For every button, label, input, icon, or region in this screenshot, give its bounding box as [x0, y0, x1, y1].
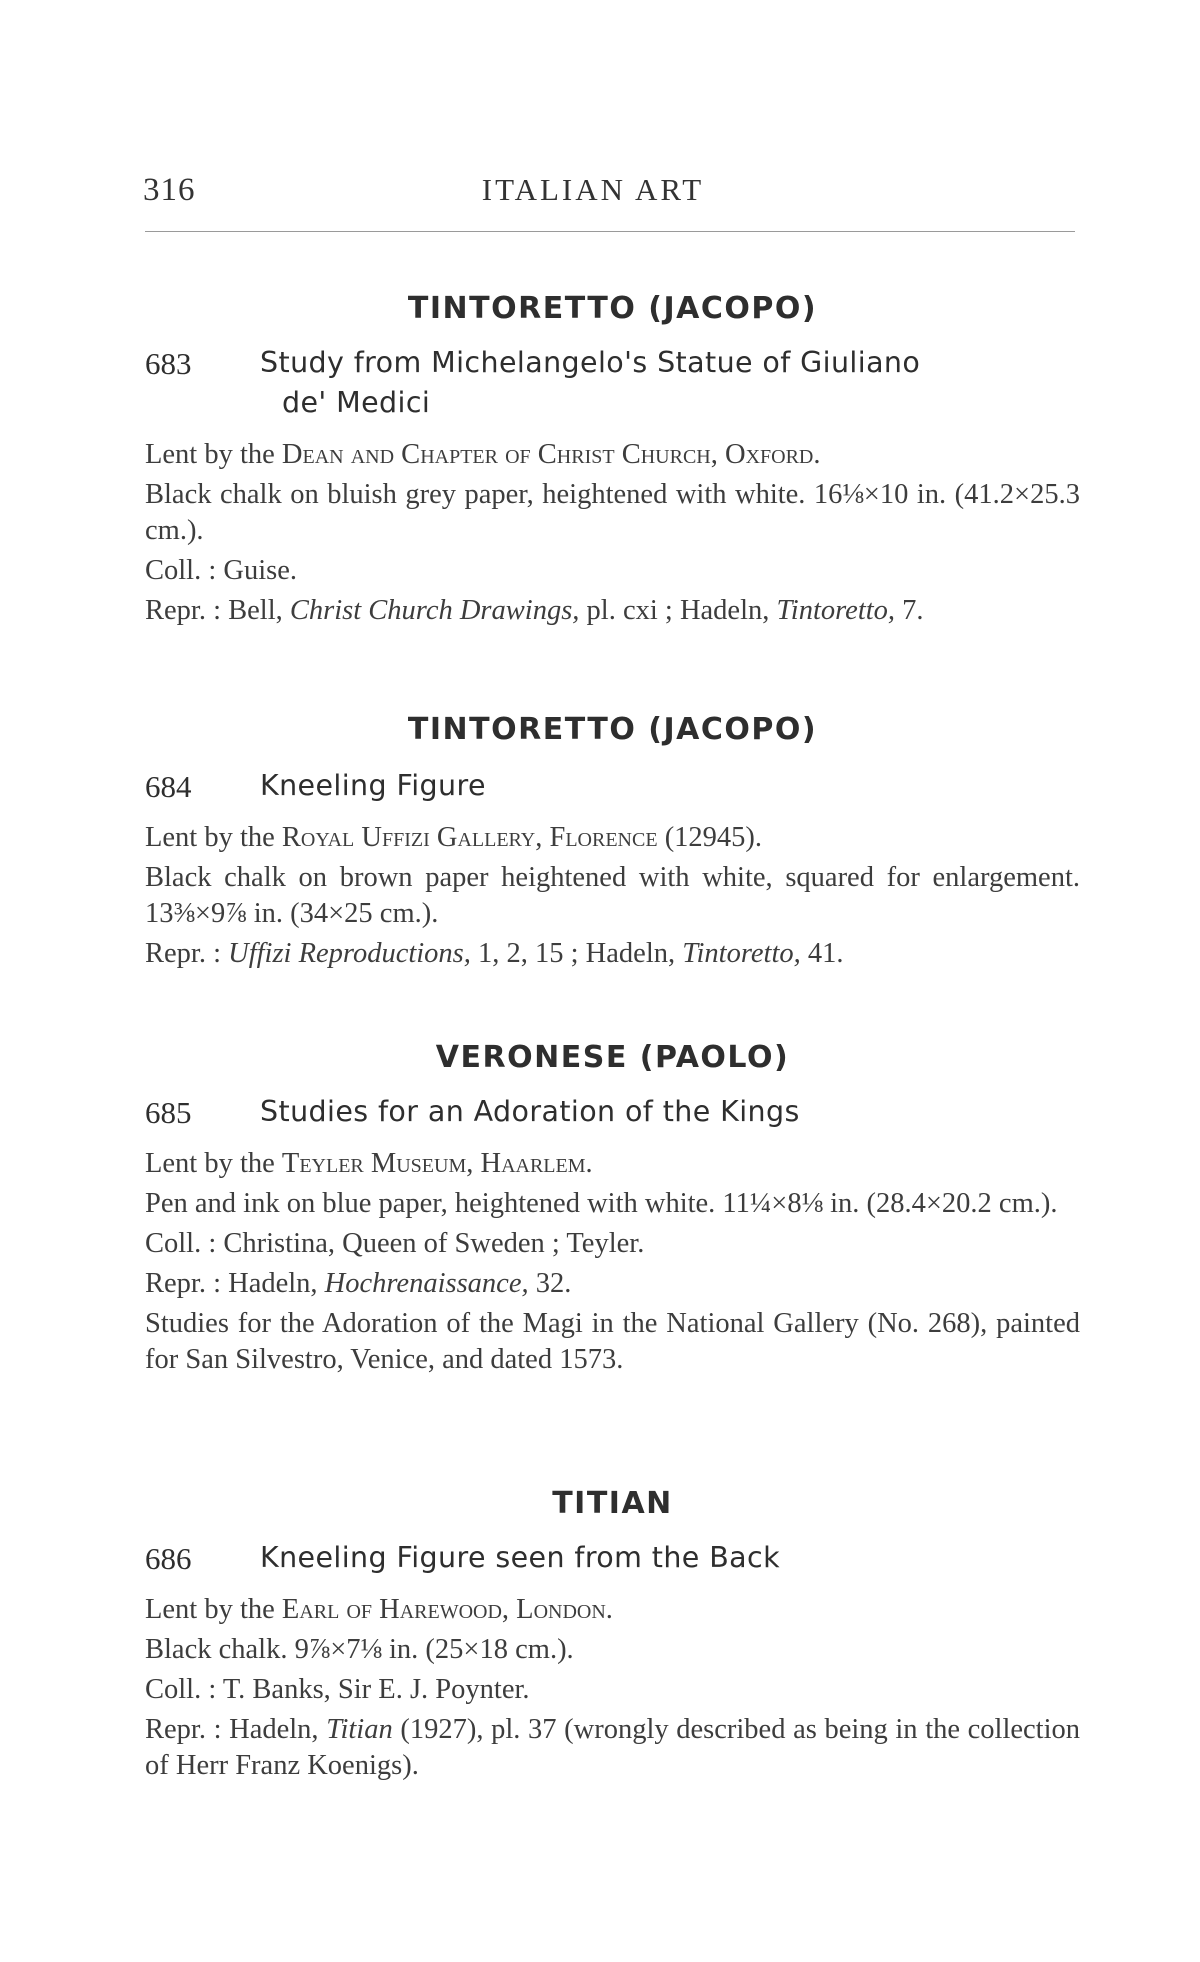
lender-name: Royal Uffizi Gallery, Florence [281, 822, 658, 853]
artist-heading: TINTORETTO (JACOPO) [407, 291, 818, 326]
work-title [260, 343, 920, 423]
repr-end: (1927), pl. 37 (wrongly described as being in the collection of Herr Franz Koenigs). [145, 1714, 1081, 1781]
work-title: Studies for an Adoration of the Kings [260, 1095, 800, 1128]
lent-prefix: Lent by the [145, 822, 282, 853]
repr-end: 32. [528, 1268, 572, 1299]
running-head [143, 168, 1073, 214]
reproduction-line [145, 1266, 1080, 1302]
work-title-line-1: Study from Michelangelo's Statue of Giuliano [260, 346, 921, 379]
artist-heading: TINTORETTO (JACOPO) [407, 712, 818, 747]
repr-title: Titian [326, 1714, 393, 1745]
repr-mid: 1, 2, 15 ; Hadeln, [470, 938, 683, 969]
repr-prefix: Repr. : [145, 938, 229, 969]
page-number: 316 [143, 172, 196, 208]
reproduction-line [145, 593, 1080, 629]
artist-heading: TITIAN [552, 1486, 673, 1521]
entry-title-line [145, 1092, 1080, 1132]
medium-line: Pen and ink on blue paper, heightened with white. 11¼×8⅛ in. (28.4×20.2 cm.). [145, 1188, 1058, 1219]
lender-line [145, 820, 1080, 856]
entry-title-line [145, 1538, 1080, 1578]
catalogue-entry-683 [145, 287, 1080, 629]
lender-name: Earl of Harewood, London. [281, 1594, 613, 1625]
lender-name: Dean and Chapter of Christ Church, Oxford. [281, 439, 821, 470]
repr-title: Uffizi Reproductions, [228, 938, 471, 969]
work-title-line-2: de' Medici [282, 386, 431, 419]
lender-line [145, 1146, 1080, 1182]
collection-line: Coll. : T. Banks, Sir E. J. Poynter. [145, 1674, 530, 1705]
work-title: Kneeling Figure [260, 769, 486, 802]
repr-prefix: Repr. : Bell, [145, 595, 290, 626]
repr-prefix: Repr. : Hadeln, [145, 1268, 325, 1299]
catalogue-entry-686 [145, 1482, 1080, 1784]
catalogue-entry-684 [145, 708, 1080, 972]
running-title: ITALIAN ART [481, 172, 705, 207]
reproduction-line [145, 1712, 1080, 1784]
catalogue-number: 683 [145, 346, 192, 381]
lender-name: Teyler Museum, Haarlem. [281, 1148, 593, 1179]
catalogue-number: 685 [145, 1095, 192, 1130]
collection-line: Coll. : Guise. [145, 555, 298, 586]
lender-line [145, 1592, 1080, 1628]
medium-line: Black chalk on bluish grey paper, heightened with white. 16⅛×10 in. (41.2×25.3 cm.). [145, 479, 1080, 546]
entry-title-line [145, 343, 1080, 423]
entry-note: Studies for the Adoration of the Magi in the National Gallery (No. 268), painted for San Silvestro, Venice, and dated 1573. [145, 1308, 1080, 1375]
artist-heading: VERONESE (PAOLO) [435, 1040, 790, 1075]
repr-end: 7. [895, 595, 924, 626]
catalogue-number: 684 [145, 769, 192, 804]
catalogue-entry-685 [145, 1036, 1080, 1378]
header-rule [145, 231, 1075, 232]
lender-suffix: (12945). [657, 822, 763, 853]
repr-end: 41. [800, 938, 844, 969]
lent-prefix: Lent by the [145, 1594, 282, 1625]
medium-line: Black chalk. 9⅞×7⅛ in. (25×18 cm.). [145, 1634, 574, 1665]
lent-prefix: Lent by the [145, 1148, 282, 1179]
catalogue-number: 686 [145, 1541, 192, 1576]
entry-title-line [145, 766, 1080, 806]
lent-prefix: Lent by the [145, 439, 282, 470]
repr-title-2: Tintoretto, [682, 938, 801, 969]
repr-prefix: Repr. : Hadeln, [145, 1714, 327, 1745]
repr-title: Christ Church Drawings, [289, 595, 580, 626]
reproduction-line [145, 936, 1080, 972]
repr-title: Hochrenaissance, [324, 1268, 529, 1299]
lender-line [145, 437, 1080, 473]
repr-mid: pl. cxi ; Hadeln, [579, 595, 777, 626]
collection-line: Coll. : Christina, Queen of Sweden ; Teyler. [145, 1228, 645, 1259]
work-title: Kneeling Figure seen from the Back [260, 1541, 780, 1574]
repr-title-2: Tintoretto, [776, 595, 896, 626]
medium-line: Black chalk on brown paper heightened with white, squared for enlargement. 13⅜×9⅞ in. (34×25 cm.). [145, 862, 1080, 929]
